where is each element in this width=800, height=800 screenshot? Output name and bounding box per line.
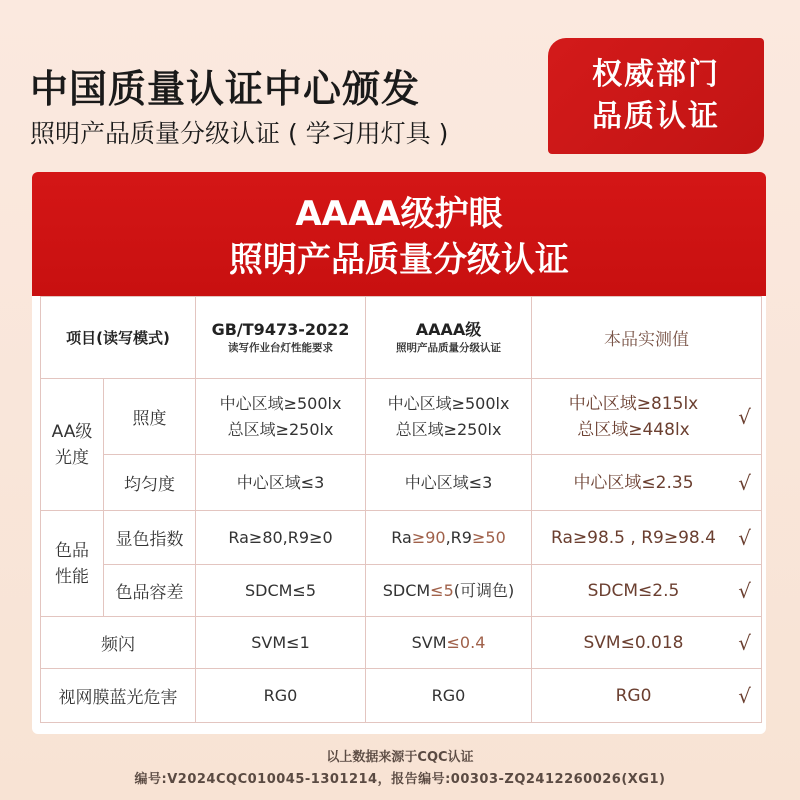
data-source-note: 以上数据来源于CQC认证 (326, 750, 474, 765)
table-header-row (41, 297, 762, 379)
aaaa-flicker-value: ≤0.4 (446, 632, 486, 652)
gb-cri: Ra≥80,R9≥0 (196, 511, 366, 565)
aaaa-color-tolerance (366, 565, 532, 617)
header-aaaa (366, 297, 532, 379)
measured-illuminance (532, 379, 762, 455)
measured-uniformity-value: 中心区域≤2.35 (573, 472, 694, 493)
measured-blue-light-hazard (532, 669, 762, 723)
aaaa-cri-prefix: Ra (391, 527, 412, 547)
aaaa-cri (366, 511, 532, 565)
group-aa-photometry: AA级 光度 (41, 379, 104, 511)
comparison-table (40, 296, 762, 723)
table-row (41, 669, 762, 723)
measured-flicker (532, 617, 762, 669)
aaaa-tolerance-value: ≤5 (430, 580, 454, 600)
measured-uniformity (532, 455, 762, 511)
aaaa-blue-light-hazard: RG0 (366, 669, 532, 723)
aaaa-cri-r9-value: ≥50 (471, 527, 506, 547)
header-aaaa-title: AAAA级 (415, 319, 482, 339)
row-label-illuminance: 照度 (104, 379, 196, 455)
header-item: 项目(读写模式) (41, 297, 196, 379)
measured-blue-light-hazard-value: RG0 (615, 685, 652, 706)
page-subtitle: 照明产品质量分级认证 ( 学习用灯具 ) (30, 119, 449, 148)
table-row (41, 511, 762, 565)
header-gb-subtitle: 读写作业台灯性能要求 (228, 341, 333, 354)
gb-uniformity: 中心区域≤3 (196, 455, 366, 511)
aaaa-uniformity: 中心区域≤3 (366, 455, 532, 511)
measured-color-tolerance-value: SDCM≤2.5 (587, 580, 680, 601)
badge-line-2: 品质认证 (592, 99, 720, 134)
certification-banner (32, 172, 766, 296)
aaaa-flicker (366, 617, 532, 669)
check-icon: √ (738, 630, 751, 655)
certificate-numbers: 编号:V2024CQC010045-1301214，报告编号:00303-ZQ2412260026(XG1) (134, 772, 666, 787)
group-color-performance: 色品 性能 (41, 511, 104, 617)
authority-badge (548, 38, 764, 154)
measured-cri (532, 511, 762, 565)
check-icon: √ (738, 578, 751, 603)
header-aaaa-subtitle: 照明产品质量分级认证 (396, 341, 501, 354)
gb-blue-light-hazard: RG0 (196, 669, 366, 723)
measured-color-tolerance (532, 565, 762, 617)
aaaa-flicker-prefix: SVM (411, 632, 447, 652)
gb-flicker: SVM≤1 (196, 617, 366, 669)
header-measured: 本品实测值 (532, 297, 762, 379)
measured-cri-value: Ra≥98.5 , R9≥98.4 (551, 527, 716, 548)
table-row (41, 617, 762, 669)
aaaa-tolerance-prefix: SDCM (382, 580, 431, 600)
measured-illuminance-value: 中心区域≥815lx 总区域≥448lx (568, 393, 699, 440)
table-row (41, 565, 762, 617)
row-label-blue-light-hazard: 视网膜蓝光危害 (41, 669, 196, 723)
table-row (41, 455, 762, 511)
header-gb-title: GB/T9473-2022 (211, 319, 350, 339)
table-row (41, 379, 762, 455)
header-gb (196, 297, 366, 379)
check-icon: √ (738, 683, 751, 708)
aaaa-illuminance: 中心区域≥500lx 总区域≥250lx (366, 379, 532, 455)
aaaa-cri-mid: ,R9 (445, 527, 472, 547)
check-icon: √ (738, 470, 751, 495)
aaaa-cri-ra-value: ≥90 (411, 527, 446, 547)
gb-color-tolerance: SDCM≤5 (196, 565, 366, 617)
measured-flicker-value: SVM≤0.018 (583, 632, 684, 653)
row-label-cri: 显色指数 (104, 511, 196, 565)
row-label-uniformity: 均匀度 (104, 455, 196, 511)
gb-illuminance: 中心区域≥500lx 总区域≥250lx (196, 379, 366, 455)
page-title: 中国质量认证中心颁发 (30, 67, 421, 111)
badge-line-1: 权威部门 (592, 57, 720, 92)
row-label-flicker: 频闪 (41, 617, 196, 669)
aaaa-tolerance-suffix: (可调色) (453, 580, 515, 600)
row-label-color-tolerance: 色品容差 (104, 565, 196, 617)
check-icon: √ (738, 525, 751, 550)
check-icon: √ (738, 404, 751, 429)
banner-line-1: AAAA级护眼 (295, 194, 503, 234)
banner-line-2: 照明产品质量分级认证 (229, 240, 569, 280)
